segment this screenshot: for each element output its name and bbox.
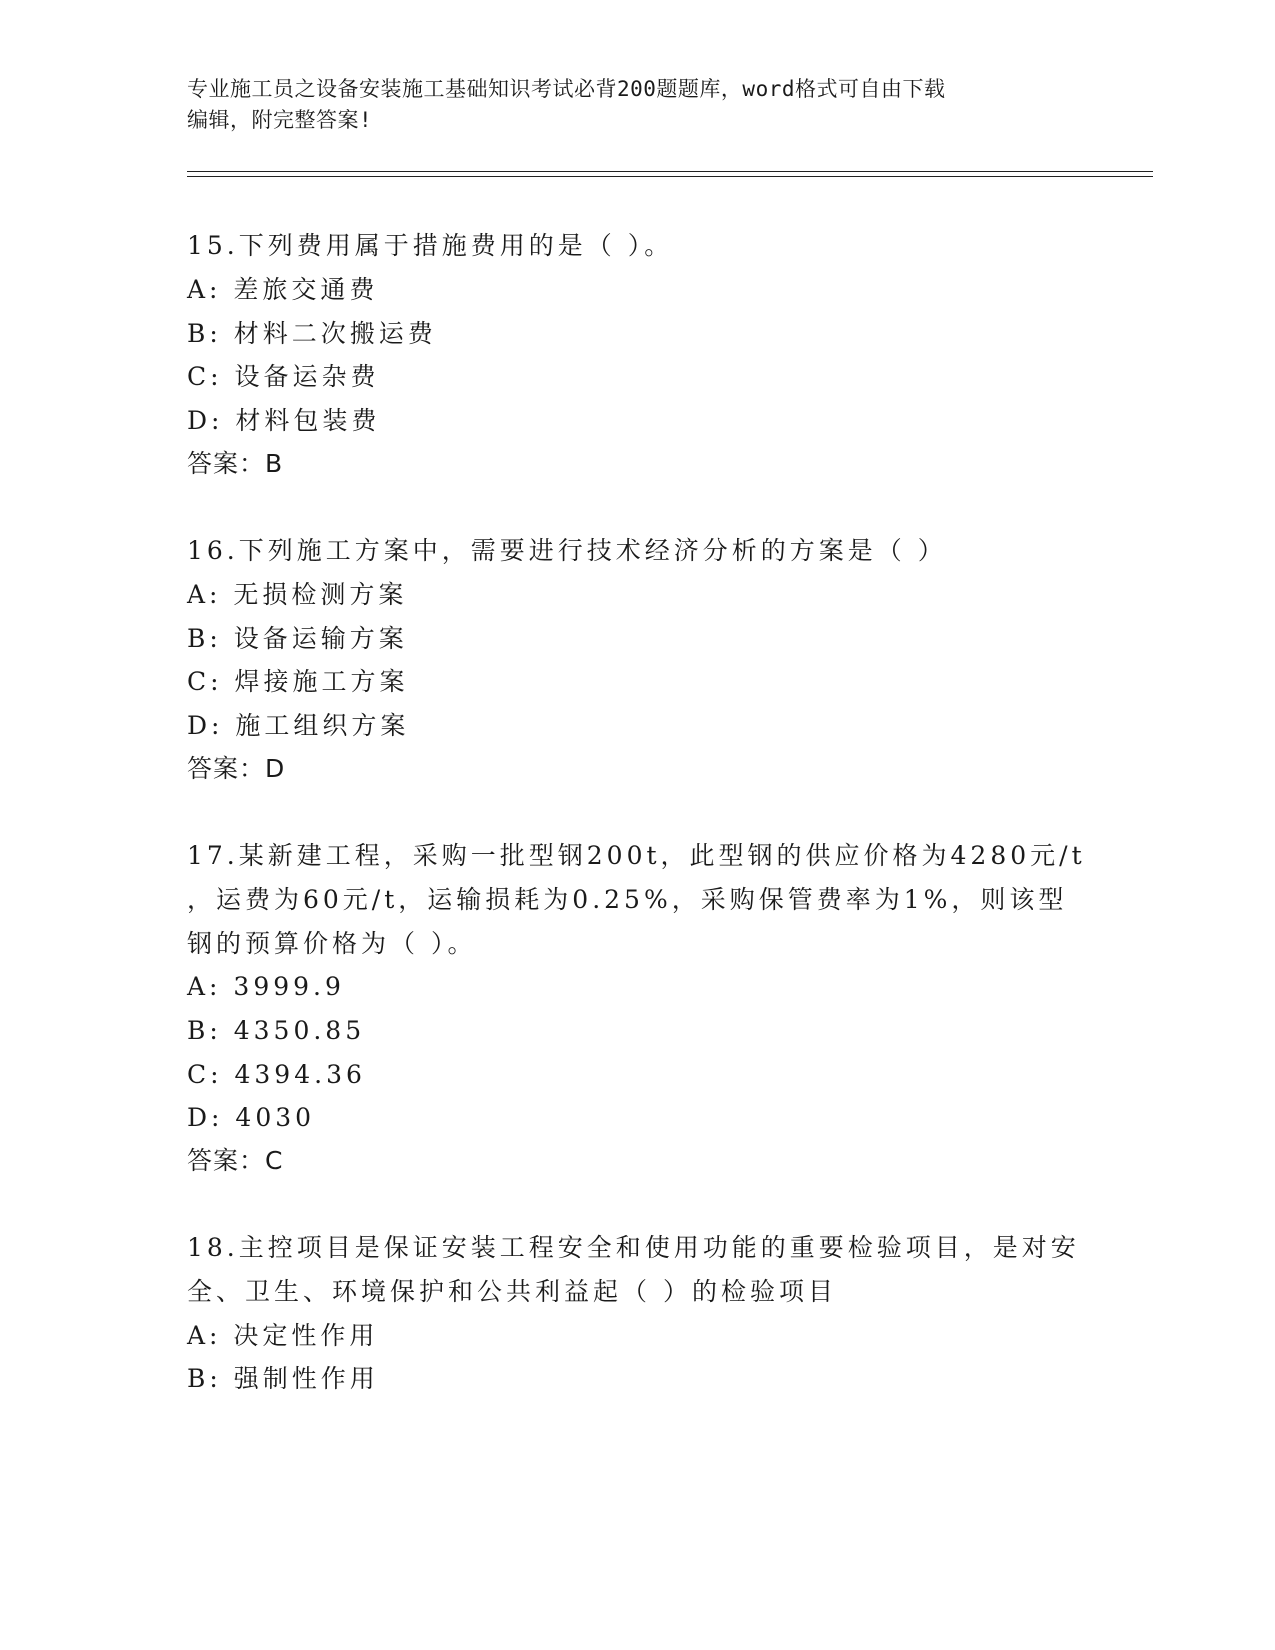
option-d: D: 施工组织方案 <box>187 711 410 740</box>
option-d: D: 4030 <box>187 1103 316 1132</box>
option-a: A: 无损检测方案 <box>187 580 408 609</box>
question-stem-line-1: 17.某新建工程，采购一批型钢200t，此型钢的供应价格为4280元/t <box>187 841 1086 870</box>
option-d: D: 材料包装费 <box>187 406 381 435</box>
header-divider-bottom <box>187 176 1153 177</box>
question-stem-line-3: 钢的预算价格为（ ）。 <box>187 929 477 958</box>
question-stem-line-2: ，运费为60元/t，运输损耗为0.25%，采购保管费率为1%，则该型 <box>187 885 1068 914</box>
option-c: C: 4394.36 <box>187 1060 366 1089</box>
header-title-line-1: 专业施工员之设备安装施工基础知识考试必背200题题库，word格式可自由下载 <box>187 77 946 101</box>
question-stem: 15.下列费用属于措施费用的是（ ）。 <box>187 231 674 260</box>
question-stem-line-2: 全、卫生、环境保护和公共利益起（ ）的检验项目 <box>187 1277 837 1306</box>
answer-label: 答案：D <box>187 754 286 783</box>
answer-label: 答案：B <box>187 449 284 478</box>
header-title-line-2: 编辑，附完整答案! <box>187 108 373 132</box>
option-b: B: 材料二次搬运费 <box>187 319 437 348</box>
question-stem-line-1: 18.主控项目是保证安装工程安全和使用功能的重要检验项目，是对安 <box>187 1233 1080 1262</box>
option-a: A: 差旅交通费 <box>187 275 379 304</box>
option-b: B: 4350.85 <box>187 1016 366 1045</box>
option-b: B: 设备运输方案 <box>187 624 408 653</box>
header-divider-top <box>187 171 1153 172</box>
option-a: A: 3999.9 <box>187 972 345 1001</box>
answer-label: 答案：C <box>187 1146 284 1175</box>
option-b: B: 强制性作用 <box>187 1364 379 1393</box>
option-a: A: 决定性作用 <box>187 1321 379 1350</box>
option-c: C: 设备运杂费 <box>187 362 380 391</box>
question-stem: 16.下列施工方案中，需要进行技术经济分析的方案是（ ） <box>187 536 947 565</box>
option-c: C: 焊接施工方案 <box>187 667 409 696</box>
document-header <box>187 74 1067 136</box>
